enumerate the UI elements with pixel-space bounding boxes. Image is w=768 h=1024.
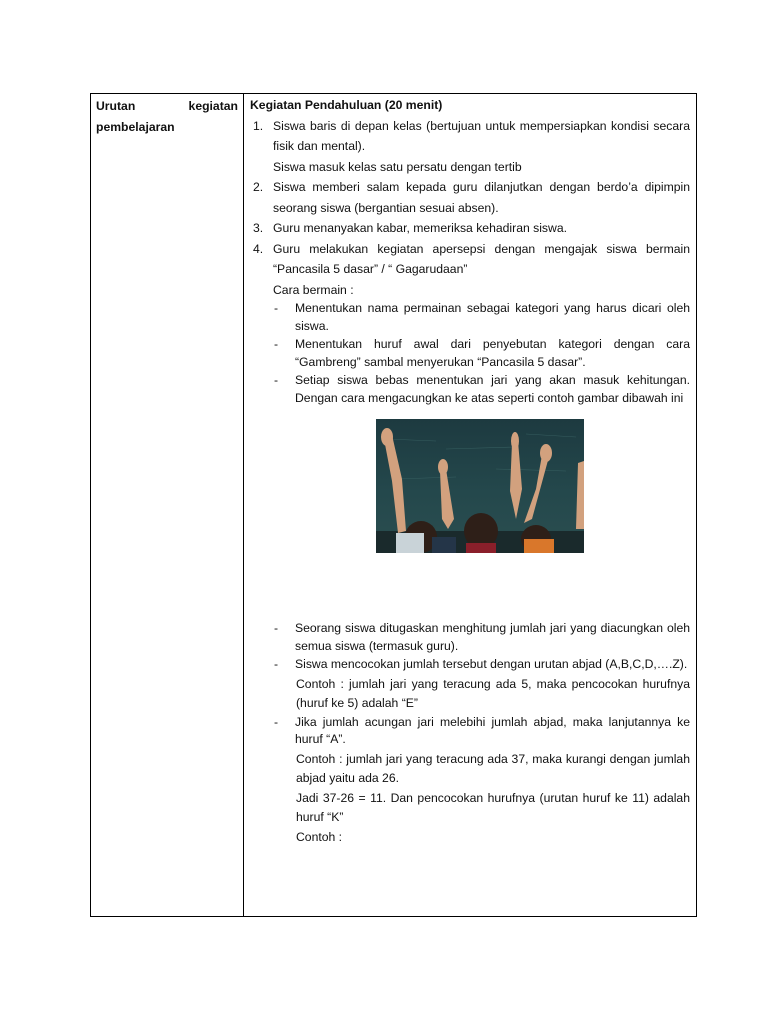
- lesson-table: [90, 93, 697, 917]
- steps-list: [250, 116, 690, 157]
- rule-item: [250, 620, 690, 655]
- rule-item: [250, 714, 690, 749]
- steps-list-cont: [250, 177, 690, 280]
- rules-list-c: [250, 714, 690, 749]
- dash-marker: -: [274, 373, 279, 387]
- step-number: 1.: [253, 118, 264, 133]
- dash-marker: -: [274, 714, 279, 729]
- rule-example: Jadi 37-26 = 11. Dan pencocokan hurufnya (urutan huruf ke 11) adalah huruf “K”: [296, 790, 690, 824]
- rule-item: [250, 300, 690, 335]
- rules-list-b: [250, 620, 690, 674]
- left-header-word3: pembelajaran: [96, 120, 175, 134]
- raised-hands-photo: [376, 419, 584, 553]
- dash-marker: -: [274, 337, 279, 351]
- rule-item: [250, 656, 690, 674]
- rule-item: [250, 336, 690, 371]
- step-number: 2.: [253, 180, 264, 194]
- step-item: [250, 218, 690, 239]
- step-text: Siswa memberi salam kepada guru dilanjutkan dengan berdo’a dipimpin seorang siswa (bergantian sesuai absen).: [273, 180, 690, 215]
- left-header-word1: Urutan: [96, 99, 136, 113]
- photo-area: [250, 408, 690, 620]
- step-text: Siswa baris di depan kelas (bertujuan untuk mempersiapkan kondisi secara fisik dan mental).: [273, 118, 690, 153]
- cara-bermain-label: Cara bermain :: [273, 282, 354, 297]
- rule-text: Jika jumlah acungan jari melebihi jumlah abjad, maka lanjutannya ke huruf “A”.: [295, 714, 690, 746]
- step-number: 3.: [253, 221, 264, 235]
- step-text: Guru menanyakan kabar, memeriksa kehadiran siswa.: [273, 221, 567, 235]
- rule-item: [250, 372, 690, 407]
- dash-marker: -: [274, 657, 279, 671]
- left-header-word2: kegiatan: [188, 99, 238, 113]
- rules-list-a: [250, 300, 690, 407]
- step-item: [250, 239, 690, 280]
- step-item: [250, 177, 690, 218]
- dash-marker: -: [274, 301, 279, 315]
- right-column: [244, 94, 697, 917]
- rule-text: Setiap siswa bebas menentukan jari yang akan masuk kehitungan. Dengan cara mengacungkan ke atas seperti contoh gambar dibawah ini: [295, 373, 690, 405]
- raised-hands-illustration: [376, 419, 584, 553]
- step1-extra: Siswa masuk kelas satu persatu dengan tertib: [273, 159, 522, 174]
- rule-text: Menentukan huruf awal dari penyebutan kategori dengan cara “Gambreng” sambal menyerukan “Pancasila 5 dasar”.: [295, 337, 690, 369]
- step-item: [250, 116, 690, 157]
- rule-example: Contoh :: [296, 829, 343, 844]
- step-text: Guru melakukan kegiatan apersepsi dengan mengajak siswa bermain “Pancasila 5 dasar” / “ Gagarudaan”: [273, 241, 690, 276]
- left-column: [91, 94, 244, 917]
- rule-text: Menentukan nama permainan sebagai kategori yang harus dicari oleh siswa.: [295, 301, 690, 333]
- rule-example: Contoh : jumlah jari yang teracung ada 37, maka kurangi dengan jumlah abjad yaitu ada 26.: [296, 751, 690, 785]
- section-title: Kegiatan Pendahuluan (20 menit): [250, 98, 443, 112]
- rule-text: Siswa mencocokan jumlah tersebut dengan urutan abjad (A,B,C,D,….Z).: [295, 657, 688, 671]
- step-number: 4.: [253, 241, 264, 256]
- rule-example: Contoh : jumlah jari yang teracung ada 5, maka pencocokan hurufnya (huruf ke 5) adalah “E”: [296, 676, 690, 710]
- left-header-line1: [96, 96, 238, 117]
- dash-marker: -: [274, 621, 279, 635]
- rule-text: Seorang siswa ditugaskan menghitung jumlah jari yang diacungkan oleh semua siswa (termasuk guru).: [295, 621, 690, 653]
